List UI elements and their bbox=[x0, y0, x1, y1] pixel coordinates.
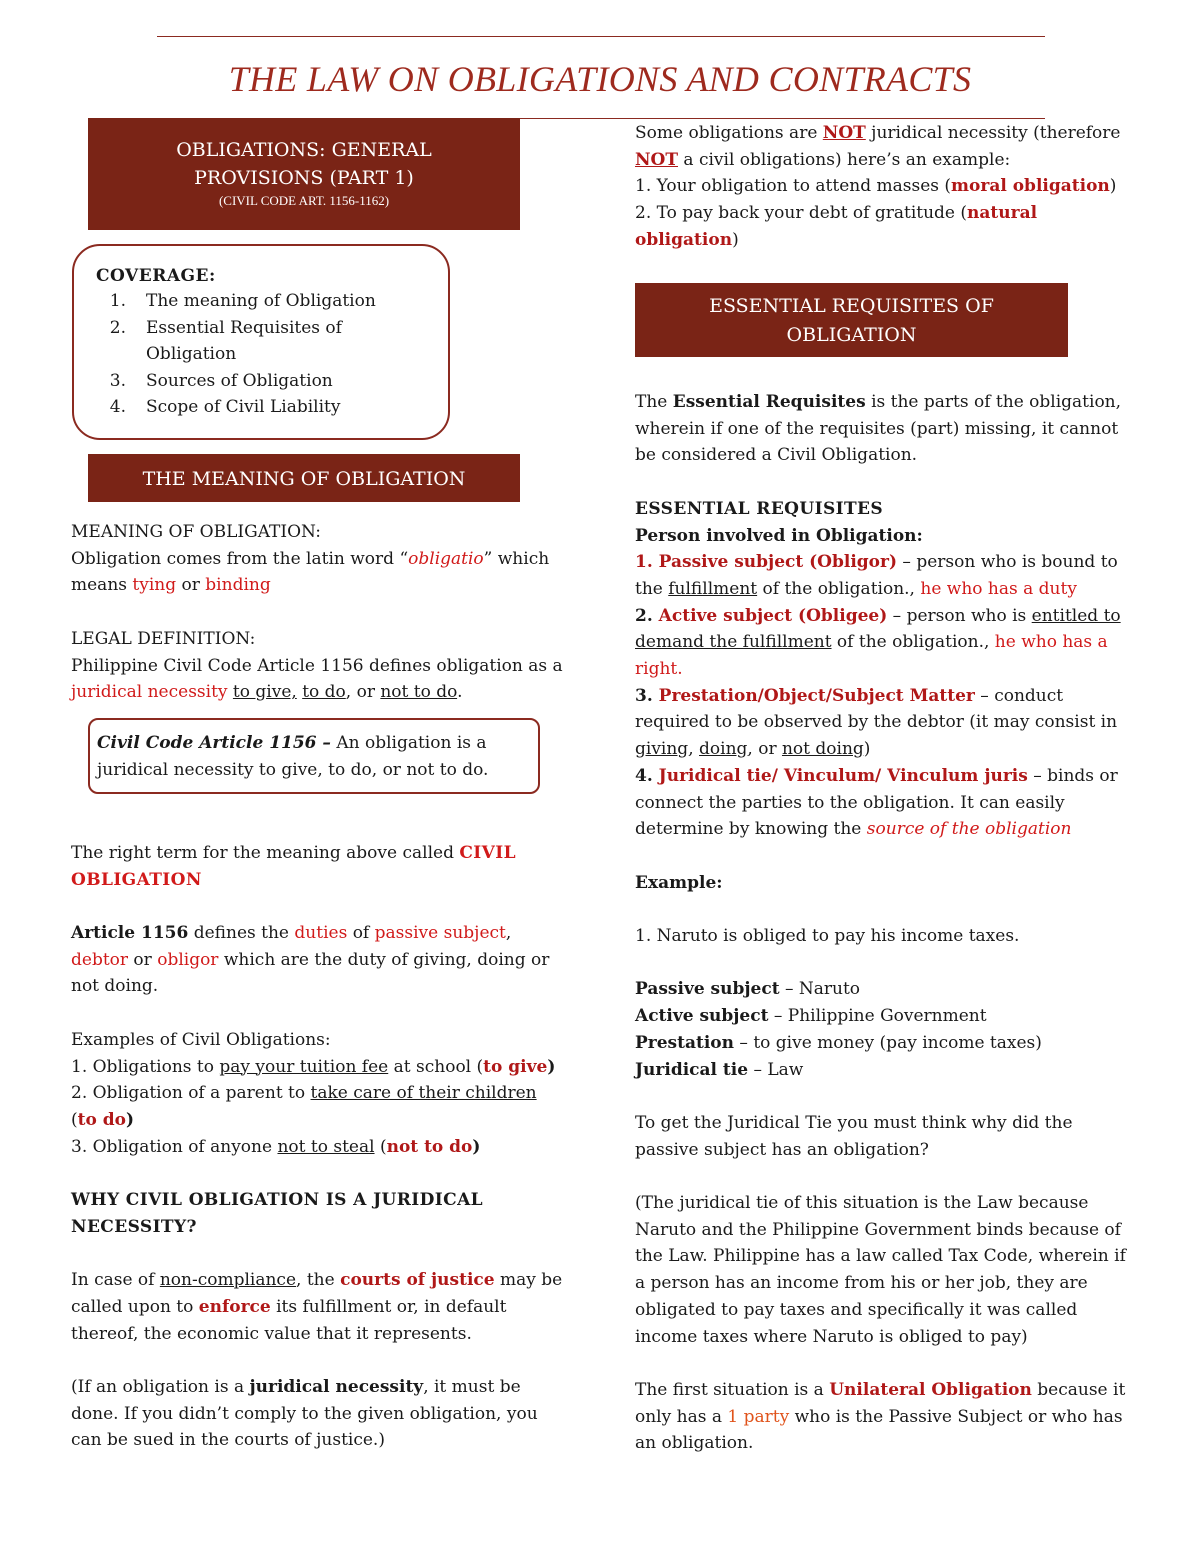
article-text: Article 1156 defines the duties of passive subject, debtor or obligor which are the duty of giving, doing or not doing. bbox=[71, 923, 550, 997]
list-item: 1. The meaning of Obligation bbox=[109, 291, 376, 311]
why-heading: WHY CIVIL OBLIGATION IS A JURIDICAL NECESSITY? bbox=[71, 1190, 484, 1237]
juridical-tie-question: To get the Juridical Tie you must think why did the passive subject has an obligation? bbox=[635, 1112, 1073, 1160]
requisite-2: 2. Active subject (Obligee) – person who is entitled to demand the fulfillment of the obligation., he who has a right. bbox=[635, 605, 1121, 680]
meaning-label: MEANING OF OBLIGATION: bbox=[71, 522, 322, 542]
top-rule bbox=[157, 36, 1045, 37]
example-3: 3. Obligation of anyone not to steal (not to do) bbox=[71, 1136, 481, 1157]
requisite-3: 3. Prestation/Object/Subject Matter – conduct required to be observed by the debtor (it may consist in giving, doing, or not doing) bbox=[635, 685, 1118, 760]
example-2: 2. Obligation of a parent to take care of their children (to do) bbox=[71, 1083, 537, 1130]
right-term-text: The right term for the meaning above called CIVIL OBLIGATION bbox=[71, 842, 516, 890]
header-subtitle: (CIVIL CODE ART. 1156-1162) bbox=[218, 193, 390, 208]
header-line-2: PROVISIONS (PART 1) bbox=[194, 167, 414, 189]
example-label: Example: bbox=[635, 872, 723, 893]
list-item: 4. Scope of Civil Liability bbox=[109, 397, 341, 417]
section-header-general-provisions bbox=[88, 118, 520, 230]
meaning-text: Obligation comes from the latin word “obligatio” which means tying or binding bbox=[71, 548, 550, 596]
right-column bbox=[635, 389, 1135, 1457]
document-title: THE LAW ON OBLIGATIONS AND CONTRACTS bbox=[228, 59, 972, 99]
passive-subject-line: Passive subject – Naruto bbox=[635, 979, 861, 1000]
natural-example: 2. To pay back your debt of gratitude (natural obligation) bbox=[635, 203, 1038, 250]
juridical-tie-line: Juridical tie – Law bbox=[635, 1059, 804, 1080]
quote-text: An obligation is a juridical necessity to give, to do, or not to do. bbox=[97, 733, 489, 780]
if-text: (If an obligation is a juridical necessity, it must be done. If you didn’t comply to the given obligation, you can be sued in the courts of justice.) bbox=[71, 1376, 538, 1451]
moral-example: 1. Your obligation to attend masses (moral obligation) bbox=[635, 176, 1117, 197]
section-header-meaning: THE MEANING OF OBLIGATION bbox=[88, 454, 520, 502]
coverage-title: COVERAGE: bbox=[96, 266, 216, 286]
prestation-line: Prestation – to give money (pay income taxes) bbox=[635, 1032, 1042, 1053]
examples-label: Examples of Civil Obligations: bbox=[71, 1029, 331, 1050]
example-1: 1. Obligations to pay your tuition fee at school (to give) bbox=[71, 1056, 556, 1077]
requisite-4: 4. Juridical tie/ Vinculum/ Vinculum juris – binds or connect the parties to the obligation. It can easily determine by knowing the source of the obligation bbox=[635, 765, 1118, 840]
right-column-top bbox=[635, 120, 1135, 254]
active-subject-line: Active subject – Philippine Government bbox=[635, 1006, 987, 1027]
list-item: 3. Sources of Obligation bbox=[109, 370, 333, 391]
requisite-1: 1. Passive subject (Obligor) – person who is bound to the fulfillment of the obligation., he who has a duty bbox=[635, 552, 1118, 599]
quote-label: Civil Code Article 1156 – bbox=[97, 733, 331, 753]
coverage-box bbox=[72, 244, 450, 440]
section-header-essential-requisites: ESSENTIAL REQUISITES OF OBLIGATION bbox=[635, 283, 1068, 357]
list-item: 2. Essential Requisites of Obligation bbox=[109, 317, 342, 364]
article-1156-quote-box bbox=[88, 718, 540, 794]
legal-label: LEGAL DEFINITION: bbox=[71, 628, 256, 649]
header-line-1: OBLIGATIONS: GENERAL bbox=[176, 139, 432, 161]
essential-heading: ESSENTIAL REQUISITES bbox=[635, 498, 884, 519]
not-juridical-text: Some obligations are NOT juridical necessity (therefore NOT a civil obligations) here’s an example: bbox=[635, 123, 1121, 170]
left-column bbox=[71, 519, 566, 1454]
juridical-tie-explanation: (The juridical tie of this situation is the Law because Naruto and the Philippine Government binds because of the Law. Philippine has a law called Tax Code, wherein if a person has an income from his or her job, they are obligated to pay taxes and specifically it was called income taxes where Naruto is obliged to pay) bbox=[635, 1193, 1126, 1347]
persons-heading: Person involved in Obligation: bbox=[635, 525, 923, 546]
title-underline bbox=[520, 118, 1045, 119]
legal-text: Philippine Civil Code Article 1156 defines obligation as a juridical necessity to give, to do, or not to do. bbox=[71, 655, 563, 703]
essential-intro: The Essential Requisites is the parts of the obligation, wherein if one of the requisites (part) missing, it cannot be considered a Civil Obligation. bbox=[635, 392, 1122, 466]
case-text: In case of non-compliance, the courts of justice may be called upon to enforce its fulfillment or, in default thereof, the economic value that it represents. bbox=[71, 1270, 563, 1344]
naruto-example: 1. Naruto is obliged to pay his income taxes. bbox=[635, 926, 1020, 947]
unilateral-text: The first situation is a Unilateral Obligation because it only has a 1 party who is the Passive Subject or who has an obligation. bbox=[635, 1379, 1126, 1454]
coverage-list bbox=[94, 288, 406, 421]
